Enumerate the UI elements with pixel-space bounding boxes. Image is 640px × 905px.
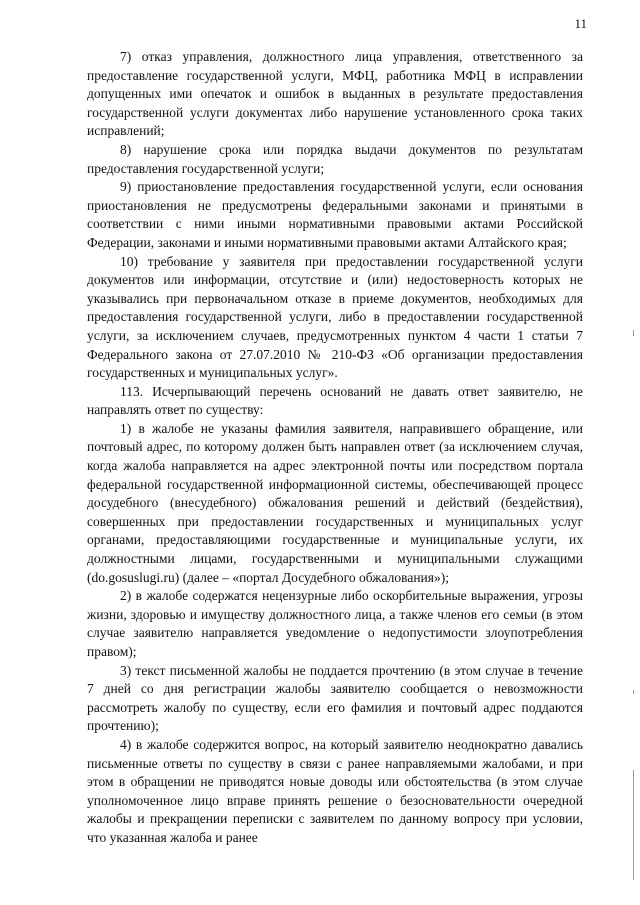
paragraph-section-113: 113. Исчерпывающий перечень оснований не давать ответ заявителю, не направлять ответ по существу: — [87, 383, 583, 418]
scan-edge-mark — [633, 770, 634, 880]
paragraph-item-10: 10) требование у заявителя при предоставлении государственной услуги документов или информации, отсутствие и (или) недостоверность которых не указывались при первоначальном отказе в приеме документов, необходимых для предоставления государственной услуги, либо в предоставлении государственной услуги, за исключением случаев, предусмотренных пунктом 4 части 1 статьи 7 Федерального закона от 27.07.2010 № 210-ФЗ «Об организации предоставления государственных и муниципальных услуг». — [87, 253, 583, 381]
paragraph-item-4: 4) в жалобе содержится вопрос, на который заявителю неоднократно давались письменные ответы по существу в связи с ранее направляемыми жалобами, и при этом в обращении не приводятся новые доводы или обстоятельства (в этом случае уполномоченное лицо вправе принять решение о безосновательности очередной жалобы и прекращении переписки с заявителем по данному вопросу при условии, что указанная жалоба и ранее — [87, 736, 583, 845]
paragraph-item-1: 1) в жалобе не указаны фамилия заявителя, направившего обращение, или почтовый адрес, по которому должен быть направлен ответ (за исключением случая, когда жалоба направляется на адрес электронной почты или посредством портала федеральной государственной информационной системы, обеспечивающей процесс досудебного (внесудебного) обжалования решений и действий (бездействия), совершенных при предоставлении государственных и муниципальных услуг органами, предоставляющими государственные и муниципальные услуги, их должностными лицами, государственными и муниципальными служащими (do.gosuslugi.ru) (далее – «портал Досудебного обжалования»); — [87, 420, 583, 585]
paragraph-item-7: 7) отказ управления, должностного лица управления, ответственного за предоставление государственной услуги, МФЦ, работника МФЦ в исправлении допущенных ими опечаток и ошибок в выданных в результате предоставления государственной услуги документах либо нарушение установленного срока таких исправлений; — [87, 49, 583, 139]
scan-edge-mark — [633, 330, 634, 336]
paragraph-item-8: 8) нарушение срока или порядка выдачи документов по результатам предоставления государственной услуги; — [87, 141, 583, 176]
paragraph-item-2: 2) в жалобе содержатся нецензурные либо оскорбительные выражения, угрозы жизни, здоровью и имуществу должностного лица, а также членов его семьи (в этом случае заявителю направляется уведомление о недопустимости злоупотребления правом); — [87, 588, 583, 659]
document-body — [87, 48, 583, 848]
paragraph-item-9: 9) приостановление предоставления государственной услуги, если основания приостановления не предусмотрены федеральными законами и принятыми в соответствии с ними иными нормативными правовыми актами Российской Федерации, законами и иными нормативными правовыми актами Алтайского края; — [87, 179, 583, 250]
scan-edge-mark — [633, 690, 634, 694]
paragraph-item-3: 3) текст письменной жалобы не поддается прочтению (в этом случае в течение 7 дней со дня регистрации жалобы заявителю сообщается о невозможности рассмотреть жалобу по существу, если его фамилия и почтовый адрес поддаются прочтению); — [87, 662, 583, 734]
page-number: 11 — [574, 16, 587, 31]
